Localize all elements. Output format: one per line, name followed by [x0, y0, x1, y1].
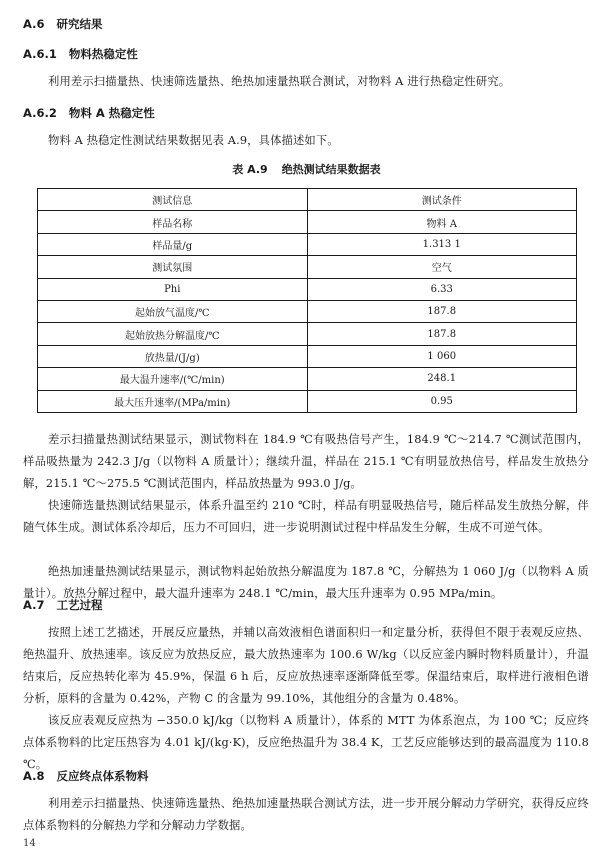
- table-cell-label: 测试氛围: [38, 256, 308, 278]
- table-cell-value: 空气: [307, 256, 577, 278]
- table-row: [38, 233, 577, 255]
- paragraph-dsc-results: 差示扫描量热测试结果显示，测试物料在 184.9 ℃有吸热信号产生，184.9 ℃～214.7 ℃测试范围内，样品吸热量为 242.3 J/g（以物料 A 质量计）；继续升温，样品在 215.1 ℃有明显放热信号，样品发生放热分解，215.1 ℃～275.5 ℃测试范围内，样品放热量为 993.0 J/g。: [23, 433, 589, 490]
- table-cell-value: 187.8: [307, 300, 577, 322]
- paragraph-thermal-stability-intro: 利用差示扫描量热、快速筛选量热、绝热加速量热联合测试，对物料 A 进行热稳定性研究。: [48, 75, 511, 88]
- table-cell-label: 起始放热分解温度/℃: [38, 323, 308, 345]
- section-heading-a7: [23, 598, 102, 612]
- table-row: [38, 256, 577, 278]
- table-row: [38, 323, 577, 345]
- table-cell-value: 6.33: [307, 278, 577, 300]
- table-caption: [0, 163, 613, 177]
- paragraph-process-calorimetry: 按照上述工艺描述，开展反应量热，并辅以高效液相色谱面积归一和定量分析，获得但不限于表观反应热、绝热温升、放热速率。该反应为放热反应，最大放热速率为 100.6 W/kg（以反应釜内瞬时物料质量计），升温结束后，反应热转化率为 45.9%，保温 6 h 后，反应放热速率逐渐降低至零。保温结束后，取样进行液相色谱分析，原料的含量为 0.42%，产物 C 的含量为 99.10%，其他组分的含量为 0.48%。: [23, 626, 589, 705]
- section-number: A.8: [23, 769, 45, 783]
- table-cell-value: 0.95: [307, 390, 577, 412]
- table-cell-value: 248.1: [307, 368, 577, 390]
- paragraph-reaction-heat: 该反应表观反应热为 −350.0 kJ/kg（以物料 A 质量计），体系的 MTT 为体系泡点，为 100 ℃；反应终点体系物料的比定压热容为 4.01 kJ/(kg·K)，反应绝热温升为 38.4 K，工艺反应能够达到的最高温度为 110.8 ℃。: [23, 714, 589, 771]
- table-header-cell: 测试条件: [307, 189, 577, 211]
- table-row: [38, 390, 577, 412]
- table-row: [38, 300, 577, 322]
- table-cell-label: 样品量/g: [38, 233, 308, 255]
- table-cell-value: 1.313 1: [307, 233, 577, 255]
- paragraph-endpoint-kinetics: 利用差示扫描量热、快速筛选量热、绝热加速量热联合测试方法，进一步开展分解动力学研究，获得反应终点体系物料的分解热力学和分解动力学数据。: [23, 797, 589, 832]
- paragraph-arc-results: 绝热加速量热测试结果显示，测试物料起始放热分解温度为 187.8 ℃，分解热为 1 060 J/g（以物料 A 质量计）。放热分解过程中，最大温升速率为 248.1 ℃/min，最大压升速率为 0.95 MPa/min。: [23, 565, 589, 600]
- table-row: [38, 211, 577, 233]
- table-cell-value: 1 060: [307, 345, 577, 367]
- paragraph-screening-results: 快速筛选量热测试结果显示，体系升温至约 210 ℃时，样品有明显吸热信号，随后样品发生放热分解，伴随气体生成。测试体系冷却后，压力不可回归，进一步说明测试过程中样品发生分解，生成不可逆气体。: [23, 499, 589, 534]
- page-number: 14: [23, 838, 36, 849]
- section-heading-a6: [23, 17, 102, 31]
- section-heading-a6-2: [23, 106, 155, 120]
- table-cell-value: 物料 A: [307, 211, 577, 233]
- table-row: [38, 368, 577, 390]
- section-title: 物料热稳定性: [68, 47, 138, 61]
- adiabatic-results-table: [37, 188, 577, 413]
- section-heading-a8: [23, 769, 148, 783]
- table-row: [38, 345, 577, 367]
- table-caption-title: 绝热测试结果数据表: [281, 163, 381, 176]
- section-number: A.6.1: [23, 47, 57, 61]
- table-cell-label: Phi: [38, 278, 308, 300]
- table-cell-value: 187.8: [307, 323, 577, 345]
- paragraph-table-reference: 物料 A 热稳定性测试结果数据见表 A.9，具体描述如下。: [48, 134, 339, 147]
- section-heading-a6-1: [23, 47, 138, 61]
- table-header-cell: 测试信息: [38, 189, 308, 211]
- table-cell-label: 最大压升速率/(MPa/min): [38, 390, 308, 412]
- table-cell-label: 起始放气温度/℃: [38, 300, 308, 322]
- section-number: A.6.2: [23, 106, 57, 120]
- section-number: A.7: [23, 598, 45, 612]
- table-row: [38, 278, 577, 300]
- table-cell-label: 放热量/(J/g): [38, 345, 308, 367]
- table-caption-number: 表 A.9: [232, 163, 268, 176]
- section-number: A.6: [23, 17, 45, 31]
- table-cell-label: 样品名称: [38, 211, 308, 233]
- section-title: 研究结果: [56, 17, 103, 31]
- table-cell-label: 最大温升速率/(℃/min): [38, 368, 308, 390]
- table-header-row: [38, 189, 577, 211]
- section-title: 工艺过程: [56, 598, 103, 612]
- section-title: 物料 A 热稳定性: [68, 106, 155, 120]
- section-title: 反应终点体系物料: [56, 769, 149, 783]
